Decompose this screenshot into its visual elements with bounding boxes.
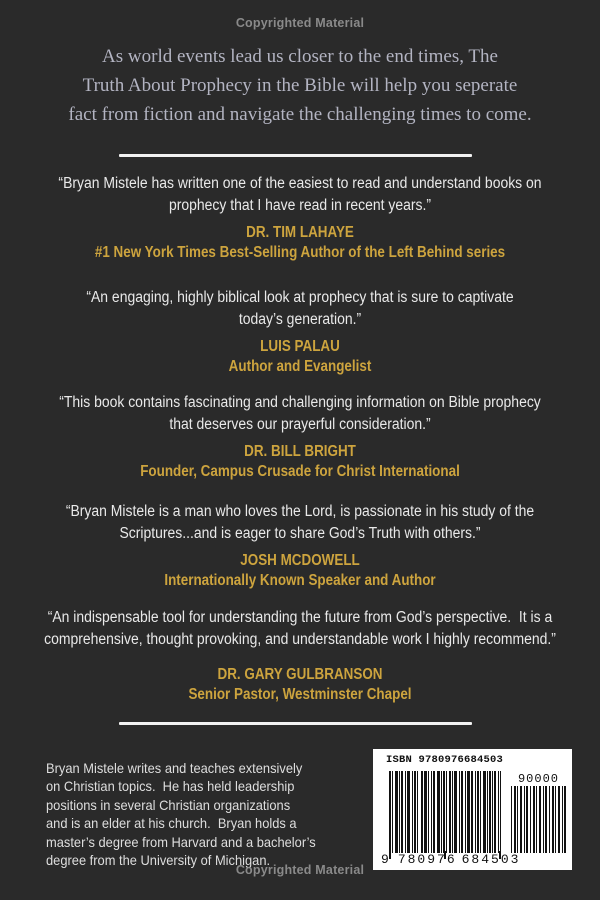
barcode-bars-main xyxy=(389,771,501,853)
testimonial-mcdowell xyxy=(0,501,600,591)
copyrighted-material-top: Copyrighted Material xyxy=(235,16,365,30)
headline-line: As world events lead us closer to the end times, The xyxy=(102,46,498,67)
endorser-name: DR. TIM LAHAYE xyxy=(246,224,354,241)
endorser-title: #1 New York Times Best-Selling Author of the Left Behind series xyxy=(94,244,506,261)
testimonial-palau xyxy=(0,287,600,377)
barcode-supplement-number: 90000 xyxy=(517,772,559,786)
divider-bottom xyxy=(119,722,472,725)
author-bio: Bryan Mistele writes and teaches extensively on Christian topics. He has held leadership positions in several Christian organizations and is an elder at his church. Bryan holds a master’s degree from Harvard and a bachelor’s degree from the University of Michigan. xyxy=(46,760,316,869)
divider-top xyxy=(119,154,472,157)
testimonial-gulbranson xyxy=(0,607,600,705)
quote-text: “This book contains fascinating and challenging information on Bible prophecy that deserves our prayerful consideration.” xyxy=(59,394,541,433)
quote-text: “Bryan Mistele is a man who loves the Lord, is passionate in his study of the Scriptures...and is eager to share God’s Truth with others.” xyxy=(65,503,535,542)
endorser-name: DR. GARY GULBRANSON xyxy=(217,666,383,683)
barcode-bars-supplement xyxy=(511,786,566,853)
quote-text: “Bryan Mistele has written one of the easiest to read and understand books on prophecy that I have read in recent years.” xyxy=(58,175,542,214)
quote-text: “An engaging, highly biblical look at prophecy that is sure to captivate today’s generation.” xyxy=(86,289,514,328)
endorser-title: Author and Evangelist xyxy=(228,358,372,375)
endorser-name: JOSH MCDOWELL xyxy=(240,552,360,569)
endorser-name: LUIS PALAU xyxy=(260,338,340,355)
headline-line: Truth About Prophecy in the Bible will help you seperate xyxy=(82,75,518,96)
barcode-digits: 9 780976 684503 xyxy=(381,852,521,867)
quote-text: “An indispensable tool for understanding the future from God’s perspective. It is a comprehensive, thought provoking, and understandable work I highly recommend.” xyxy=(44,609,556,648)
testimonial-lahaye xyxy=(0,173,600,263)
headline-line: fact from fiction and navigate the challenging times to come. xyxy=(68,104,532,125)
copyrighted-material-bottom: Copyrighted Material xyxy=(235,863,365,877)
isbn-barcode xyxy=(373,749,572,870)
endorser-title: Senior Pastor, Westminster Chapel xyxy=(188,686,412,703)
isbn-label: ISBN 9780976684503 xyxy=(386,754,504,766)
back-cover-headline xyxy=(0,42,600,129)
testimonial-bright xyxy=(0,392,600,482)
endorser-name: DR. BILL BRIGHT xyxy=(244,443,356,460)
endorser-title: Internationally Known Speaker and Author xyxy=(164,572,436,589)
endorser-title: Founder, Campus Crusade for Christ International xyxy=(140,463,460,480)
